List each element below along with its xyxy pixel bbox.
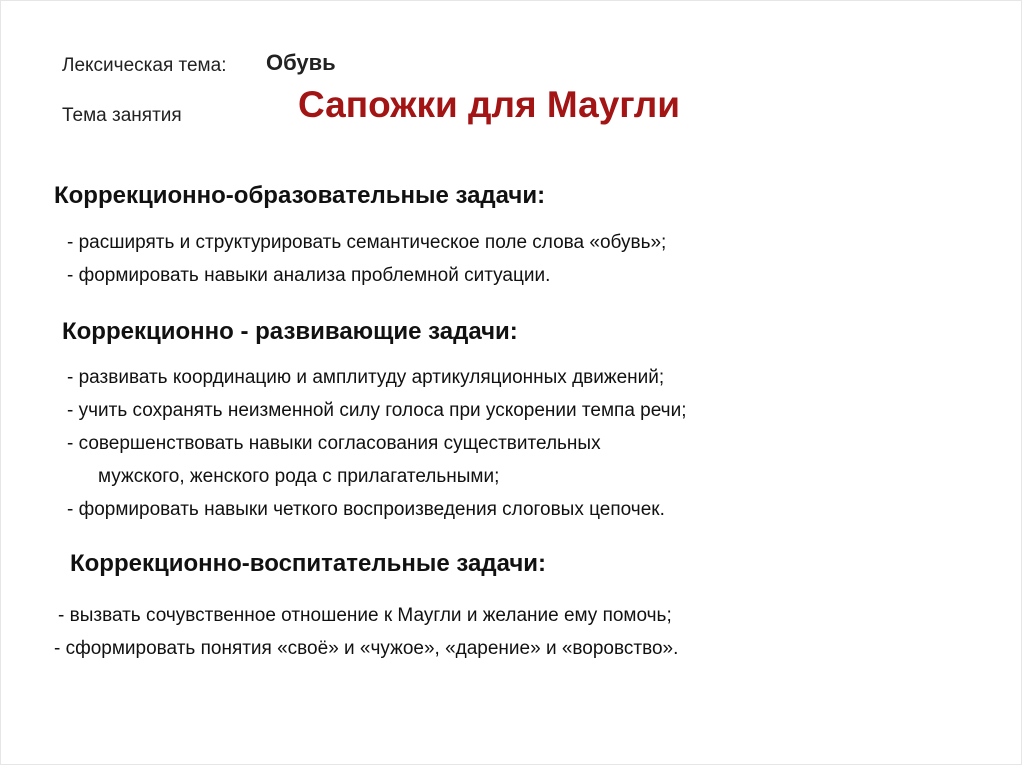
list-item: - формировать навыки четкого воспроизведения слоговых цепочек. — [67, 499, 665, 520]
section-heading-developmental: Коррекционно - развивающие задачи: — [62, 318, 518, 345]
list-item: - вызвать сочувственное отношение к Маугли и желание ему помочь; — [58, 605, 672, 626]
list-item: - совершенствовать навыки согласования существительных — [67, 433, 601, 454]
lesson-topic-label: Тема занятия — [62, 105, 182, 126]
lexical-topic-value: Обувь — [266, 50, 336, 75]
section-heading-educational: Коррекционно-образовательные задачи: — [54, 182, 546, 209]
list-item: - расширять и структурировать семантическое поле слова «обувь»; — [67, 232, 667, 253]
lexical-topic-label: Лексическая тема: — [62, 55, 227, 76]
list-item: мужского, женского рода с прилагательными; — [98, 466, 500, 487]
list-item: - формировать навыки анализа проблемной ситуации. — [67, 265, 551, 286]
lesson-title: Сапожки для Маугли — [298, 84, 681, 125]
section-heading-upbringing: Коррекционно-воспитательные задачи: — [70, 550, 547, 577]
list-item: - сформировать понятия «своё» и «чужое», «дарение» и «воровство». — [54, 638, 679, 659]
list-item: - развивать координацию и амплитуду артикуляционных движений; — [67, 367, 665, 388]
list-item: - учить сохранять неизменной силу голоса при ускорении темпа речи; — [67, 400, 687, 421]
